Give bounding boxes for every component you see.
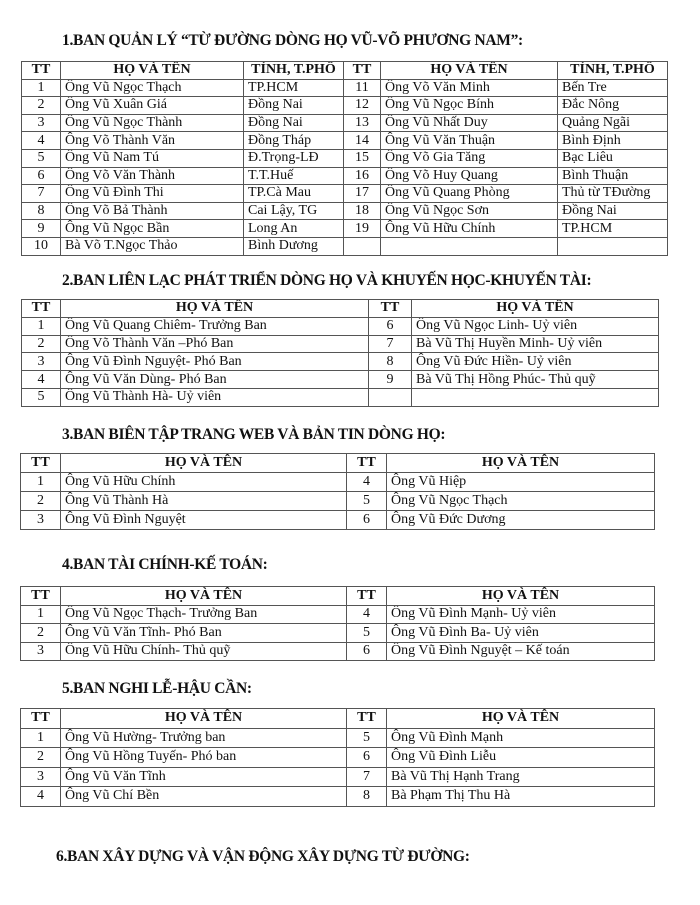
name-cell: Ông Vũ Đức Dương bbox=[387, 511, 655, 530]
name-cell: Ông Vũ Ngọc Thạch- Trưởng Ban bbox=[61, 605, 347, 624]
row-number-cell: 3 bbox=[22, 114, 61, 132]
table-row bbox=[22, 79, 668, 97]
table-row bbox=[22, 237, 668, 255]
province-cell: T.T.Huế bbox=[244, 167, 344, 185]
column-header: HỌ VÀ TÊN bbox=[61, 300, 369, 318]
row-number-cell: 1 bbox=[22, 79, 61, 97]
name-cell: Bà Vũ Thị Huyền Minh- Uỷ viên bbox=[412, 335, 659, 353]
column-header: TỈNH, T.PHỐ bbox=[558, 62, 668, 80]
table-row bbox=[21, 642, 655, 661]
row-number-cell: 6 bbox=[347, 748, 387, 768]
name-cell: Ông Vũ Văn Dùng- Phó Ban bbox=[61, 371, 369, 389]
row-number-cell bbox=[369, 388, 412, 406]
row-number-cell: 4 bbox=[22, 132, 61, 150]
management-board-table bbox=[21, 61, 668, 256]
column-header: TT bbox=[21, 587, 61, 606]
row-number-cell: 7 bbox=[22, 185, 61, 203]
province-cell: Quảng Ngãi bbox=[558, 114, 668, 132]
name-cell: Ông Vũ Ngọc Bính bbox=[381, 97, 558, 115]
name-cell: Ông Vũ Chí Bền bbox=[61, 787, 347, 807]
row-number-cell: 8 bbox=[369, 353, 412, 371]
province-cell: TP.HCM bbox=[244, 79, 344, 97]
table-header-row bbox=[21, 709, 655, 729]
province-cell: Đồng Nai bbox=[244, 114, 344, 132]
column-header: HỌ VÀ TÊN bbox=[387, 454, 655, 473]
row-number-cell: 16 bbox=[344, 167, 381, 185]
name-cell: Ông Vũ Văn Tĩnh- Phó Ban bbox=[61, 624, 347, 643]
column-header: HỌ VÀ TÊN bbox=[61, 454, 347, 473]
name-cell: Ông Vũ Văn Tĩnh bbox=[61, 767, 347, 787]
table-row bbox=[22, 202, 668, 220]
table-row bbox=[21, 748, 655, 768]
province-cell: Long An bbox=[244, 220, 344, 238]
liaison-board-table bbox=[21, 299, 659, 407]
table-row bbox=[21, 767, 655, 787]
province-cell: Đồng Nai bbox=[558, 202, 668, 220]
name-cell: Ông Vũ Thành Hà- Uỷ viên bbox=[61, 388, 369, 406]
province-cell: Thủ từ TĐường bbox=[558, 185, 668, 203]
section-4-title: 4.BAN TÀI CHÍNH-KẾ TOÁN: bbox=[62, 556, 268, 573]
editorial-board-table bbox=[20, 453, 655, 530]
column-header: HỌ VÀ TÊN bbox=[61, 587, 347, 606]
table-row bbox=[22, 371, 659, 389]
name-cell: Ông Vũ Đình Nguyệt – Kế toán bbox=[387, 642, 655, 661]
name-cell: Ông Vũ Đình Mạnh bbox=[387, 728, 655, 748]
table-row bbox=[22, 220, 668, 238]
row-number-cell: 3 bbox=[21, 642, 61, 661]
name-cell: Ông Vũ Ngọc Linh- Uỷ viên bbox=[412, 317, 659, 335]
section-2-title: 2.BAN LIÊN LẠC PHÁT TRIỂN DÒNG HỌ VÀ KHUYẾN HỌC-KHUYẾN TÀI: bbox=[62, 272, 592, 289]
row-number-cell: 2 bbox=[21, 492, 61, 511]
province-cell: TP.Cà Mau bbox=[244, 185, 344, 203]
section-3-title: 3.BAN BIÊN TẬP TRANG WEB VÀ BẢN TIN DÒNG HỌ: bbox=[62, 426, 446, 443]
row-number-cell: 11 bbox=[344, 79, 381, 97]
name-cell: Ông Vũ Đức Hiền- Uỷ viên bbox=[412, 353, 659, 371]
row-number-cell: 2 bbox=[22, 335, 61, 353]
name-cell: Ông Vũ Thành Hà bbox=[61, 492, 347, 511]
row-number-cell: 9 bbox=[22, 220, 61, 238]
name-cell: Ông Vũ Đình Nguyệt- Phó Ban bbox=[61, 353, 369, 371]
row-number-cell: 5 bbox=[347, 728, 387, 748]
name-cell: Ông Vũ Hường- Trưởng ban bbox=[61, 728, 347, 748]
column-header: TT bbox=[344, 62, 381, 80]
row-number-cell: 13 bbox=[344, 114, 381, 132]
row-number-cell: 8 bbox=[347, 787, 387, 807]
row-number-cell: 3 bbox=[22, 353, 61, 371]
name-cell: Ông Vũ Hiệp bbox=[387, 473, 655, 492]
name-cell: Ông Võ Thành Văn bbox=[61, 132, 244, 150]
table-row bbox=[21, 511, 655, 530]
row-number-cell: 6 bbox=[347, 511, 387, 530]
name-cell: Ông Vũ Văn Thuận bbox=[381, 132, 558, 150]
name-cell: Bà Vũ Thị Hồng Phúc- Thủ quỹ bbox=[412, 371, 659, 389]
table-row bbox=[22, 353, 659, 371]
table-row bbox=[22, 317, 659, 335]
row-number-cell: 10 bbox=[22, 237, 61, 255]
row-number-cell: 6 bbox=[22, 167, 61, 185]
name-cell: Bà Võ T.Ngọc Thảo bbox=[61, 237, 244, 255]
name-cell: Ông Vũ Ngọc Sơn bbox=[381, 202, 558, 220]
province-cell: Bạc Liêu bbox=[558, 149, 668, 167]
table-row bbox=[22, 132, 668, 150]
province-cell: Cai Lậy, TG bbox=[244, 202, 344, 220]
row-number-cell bbox=[344, 237, 381, 255]
name-cell: Ông Vũ Hữu Chính bbox=[61, 473, 347, 492]
row-number-cell: 7 bbox=[369, 335, 412, 353]
row-number-cell: 4 bbox=[22, 371, 61, 389]
name-cell: Ông Vũ Đình Ba- Uỷ viên bbox=[387, 624, 655, 643]
name-cell: Bà Vũ Thị Hạnh Trang bbox=[387, 767, 655, 787]
column-header: TT bbox=[21, 709, 61, 729]
table-row bbox=[21, 728, 655, 748]
row-number-cell: 2 bbox=[21, 624, 61, 643]
row-number-cell: 1 bbox=[21, 473, 61, 492]
row-number-cell: 8 bbox=[22, 202, 61, 220]
table-row bbox=[21, 624, 655, 643]
name-cell: Ông Võ Văn Minh bbox=[381, 79, 558, 97]
province-cell: Bình Thuận bbox=[558, 167, 668, 185]
name-cell: Ông Vũ Ngọc Thạch bbox=[387, 492, 655, 511]
row-number-cell: 3 bbox=[21, 511, 61, 530]
column-header: TT bbox=[21, 454, 61, 473]
row-number-cell: 5 bbox=[22, 388, 61, 406]
row-number-cell: 4 bbox=[347, 605, 387, 624]
province-cell: Bình Dương bbox=[244, 237, 344, 255]
name-cell: Ông Vũ Quang Phòng bbox=[381, 185, 558, 203]
table-row bbox=[22, 335, 659, 353]
row-number-cell: 15 bbox=[344, 149, 381, 167]
column-header: HỌ VÀ TÊN bbox=[387, 709, 655, 729]
table-row bbox=[21, 605, 655, 624]
row-number-cell: 18 bbox=[344, 202, 381, 220]
name-cell: Ông Vũ Ngọc Bần bbox=[61, 220, 244, 238]
name-cell: Ông Vũ Nhất Duy bbox=[381, 114, 558, 132]
table-row bbox=[22, 388, 659, 406]
row-number-cell: 1 bbox=[21, 728, 61, 748]
table-header-row bbox=[21, 454, 655, 473]
name-cell: Ông Vũ Đình Thi bbox=[61, 185, 244, 203]
name-cell: Ông Vũ Đình Mạnh- Uỷ viên bbox=[387, 605, 655, 624]
name-cell: Ông Võ Văn Thành bbox=[61, 167, 244, 185]
table-row bbox=[22, 167, 668, 185]
name-cell: Bà Phạm Thị Thu Hà bbox=[387, 787, 655, 807]
column-header: TT bbox=[22, 62, 61, 80]
province-cell: TP.HCM bbox=[558, 220, 668, 238]
row-number-cell: 5 bbox=[347, 492, 387, 511]
name-cell: Ông Vũ Hữu Chính- Thủ quỹ bbox=[61, 642, 347, 661]
province-cell: Bến Tre bbox=[558, 79, 668, 97]
name-cell: Ông Võ Gia Tăng bbox=[381, 149, 558, 167]
table-row bbox=[21, 492, 655, 511]
row-number-cell: 4 bbox=[347, 473, 387, 492]
table-row bbox=[21, 787, 655, 807]
ceremony-logistics-board-table bbox=[20, 708, 655, 807]
section-6-title: 6.BAN XÂY DỰNG VÀ VẬN ĐỘNG XÂY DỰNG TỪ ĐƯỜNG: bbox=[56, 848, 470, 865]
row-number-cell: 1 bbox=[22, 317, 61, 335]
name-cell: Ông Vũ Đình Liễu bbox=[387, 748, 655, 768]
name-cell: Ông Võ Thành Văn –Phó Ban bbox=[61, 335, 369, 353]
province-cell: Đắc Nông bbox=[558, 97, 668, 115]
row-number-cell: 7 bbox=[347, 767, 387, 787]
row-number-cell: 5 bbox=[22, 149, 61, 167]
column-header: HỌ VÀ TÊN bbox=[61, 709, 347, 729]
column-header: HỌ VÀ TÊN bbox=[61, 62, 244, 80]
name-cell: Ông Võ Bả Thành bbox=[61, 202, 244, 220]
table-row bbox=[22, 97, 668, 115]
name-cell: Ông Vũ Ngọc Thạch bbox=[61, 79, 244, 97]
row-number-cell: 6 bbox=[369, 317, 412, 335]
row-number-cell: 1 bbox=[21, 605, 61, 624]
table-row bbox=[22, 185, 668, 203]
table-header-row bbox=[22, 300, 659, 318]
table-row bbox=[21, 473, 655, 492]
section-1-title: 1.BAN QUẢN LÝ “TỪ ĐƯỜNG DÒNG HỌ VŨ-VÕ PHƯƠNG NAM”: bbox=[62, 32, 523, 49]
name-cell: Ông Võ Huy Quang bbox=[381, 167, 558, 185]
name-cell: Ông Vũ Hồng Tuyến- Phó ban bbox=[61, 748, 347, 768]
column-header: TỈNH, T.PHỐ bbox=[244, 62, 344, 80]
section-5-title: 5.BAN NGHI LỄ-HẬU CẦN: bbox=[62, 680, 252, 697]
name-cell bbox=[412, 388, 659, 406]
province-cell bbox=[558, 237, 668, 255]
name-cell: Ông Vũ Xuân Giá bbox=[61, 97, 244, 115]
province-cell: Đồng Tháp bbox=[244, 132, 344, 150]
row-number-cell: 17 bbox=[344, 185, 381, 203]
column-header: HỌ VÀ TÊN bbox=[387, 587, 655, 606]
row-number-cell: 12 bbox=[344, 97, 381, 115]
column-header: TT bbox=[347, 709, 387, 729]
row-number-cell: 2 bbox=[21, 748, 61, 768]
column-header: TT bbox=[22, 300, 61, 318]
column-header: TT bbox=[347, 587, 387, 606]
name-cell: Ông Vũ Ngọc Thành bbox=[61, 114, 244, 132]
row-number-cell: 9 bbox=[369, 371, 412, 389]
table-header-row bbox=[22, 62, 668, 80]
table-row bbox=[22, 114, 668, 132]
row-number-cell: 6 bbox=[347, 642, 387, 661]
row-number-cell: 4 bbox=[21, 787, 61, 807]
province-cell: Đ.Trọng-LĐ bbox=[244, 149, 344, 167]
name-cell: Ông Vũ Hữu Chính bbox=[381, 220, 558, 238]
table-row bbox=[22, 149, 668, 167]
table-header-row bbox=[21, 587, 655, 606]
row-number-cell: 5 bbox=[347, 624, 387, 643]
province-cell: Đồng Nai bbox=[244, 97, 344, 115]
column-header: TT bbox=[369, 300, 412, 318]
finance-board-table bbox=[20, 586, 655, 661]
row-number-cell: 3 bbox=[21, 767, 61, 787]
column-header: HỌ VÀ TÊN bbox=[412, 300, 659, 318]
name-cell: Ông Vũ Quang Chiêm- Trưởng Ban bbox=[61, 317, 369, 335]
province-cell: Bình Định bbox=[558, 132, 668, 150]
name-cell: Ông Vũ Đình Nguyệt bbox=[61, 511, 347, 530]
column-header: TT bbox=[347, 454, 387, 473]
name-cell bbox=[381, 237, 558, 255]
row-number-cell: 14 bbox=[344, 132, 381, 150]
row-number-cell: 19 bbox=[344, 220, 381, 238]
row-number-cell: 2 bbox=[22, 97, 61, 115]
column-header: HỌ VÀ TÊN bbox=[381, 62, 558, 80]
name-cell: Ông Vũ Nam Tú bbox=[61, 149, 244, 167]
